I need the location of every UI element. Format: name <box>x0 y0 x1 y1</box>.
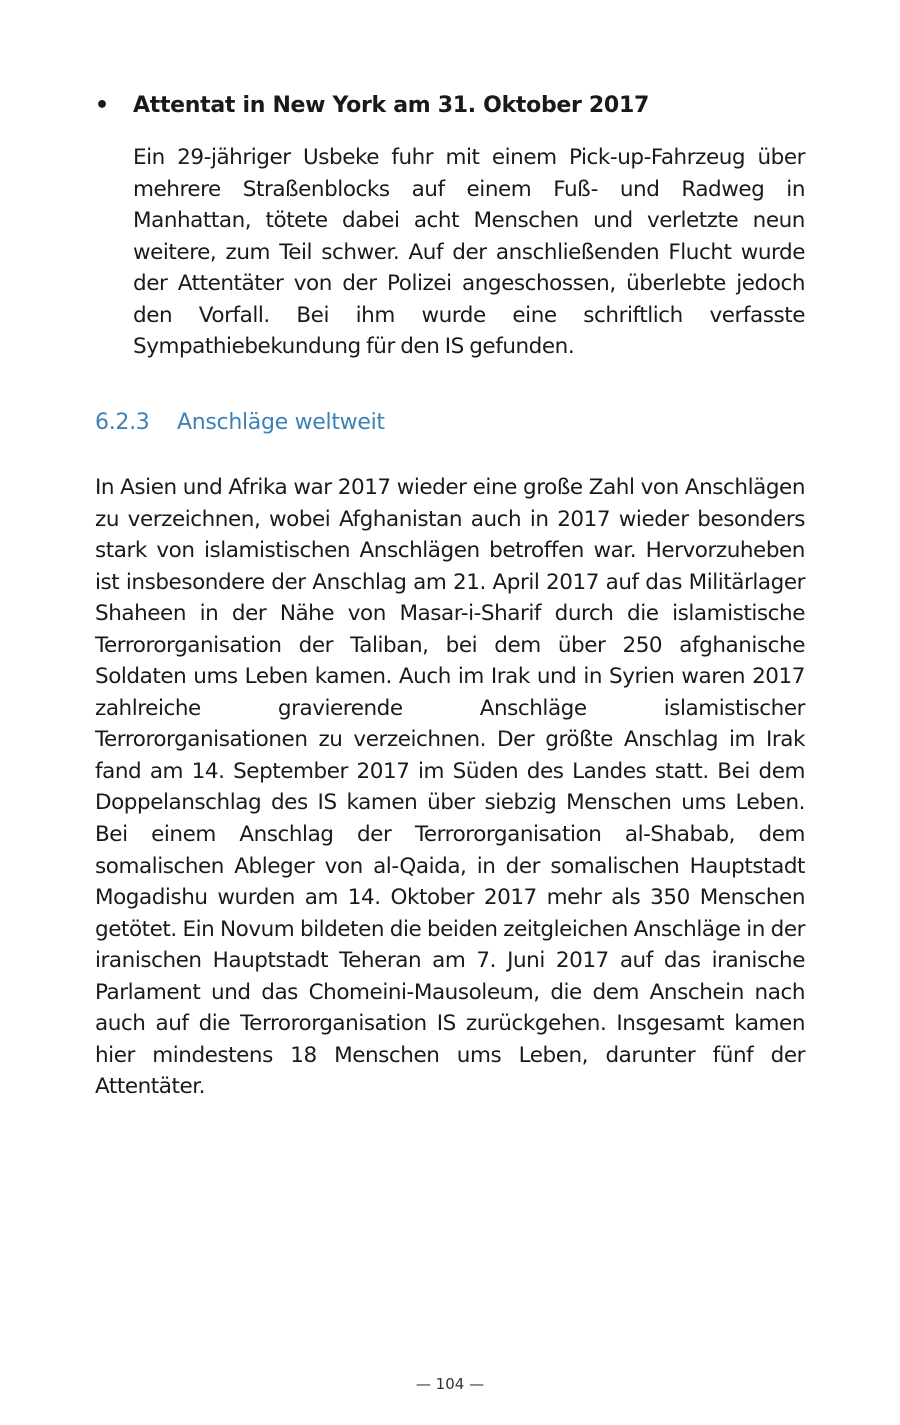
bullet-heading <box>95 90 805 122</box>
section-number: 6.2.3 <box>95 410 150 435</box>
section-heading <box>95 406 385 440</box>
bullet-item <box>95 90 805 363</box>
bullet-symbol: • <box>95 93 109 118</box>
bullet-heading-text: Attentat in New York am 31. Oktober 2017 <box>133 93 649 118</box>
section-paragraph: In Asien und Afrika war 2017 wieder eine große Zahl von Anschlägen zu verzeichnen, wobei Afghanistan auch in 2017 wieder besonders stark von islamistischen Anschlägen betroffen war. Hervorzuheben ist insbesondere der Anschlag am 21. April 2017 auf das Militärlager Shaheen in der Nähe von Masar-i-Sharif durch die islamistische Terrororganisation der Taliban, bei dem über 250 afghanische Soldaten ums Leben kamen. Auch im Irak und in Syrien waren 2017 zahlreiche gravierende Anschläge islamistischer Terrororganisationen zu verzeichnen. Der größte Anschlag im Irak fand am 14. September 2017 im Süden des Landes statt. Bei dem Doppelanschlag des IS kamen über siebzig Menschen ums Leben. Bei einem Anschlag der Terrororganisation al-Shabab, dem somalischen Ableger von al-Qaida, in der somalischen Hauptstadt Mogadishu wurden am 14. Oktober 2017 mehr als 350 Menschen getötet. Ein Novum bildeten die beiden zeitgleichen Anschläge in der iranischen Hauptstadt Teheran am 7. Juni 2017 auf das iranische Parlament und das Chomeini-Mausoleum, die dem Anschein nach auch auf die Terrororganisation IS zurückgehen. Insgesamt kamen hier mindestens 18 Menschen ums Leben, darunter fünf der Attentäter. <box>95 475 805 1100</box>
page-number: — 104 — <box>415 1375 485 1393</box>
bullet-body-text: Ein 29-jähriger Usbeke fuhr mit einem Pick-up-Fahrzeug über mehrere Straßenblocks auf einem Fuß- und Radweg in Manhattan, tötete dabei acht Menschen und verletzte neun weitere, zum Teil schwer. Auf der anschließenden Flucht wurde der Attentäter von der Polizei angeschossen, überlebte jedoch den Vorfall. Bei ihm wurde eine schriftlich verfasste Sympathiebekundung für den IS gefunden. <box>133 145 805 359</box>
section-title: Anschläge weltweit <box>177 410 385 435</box>
